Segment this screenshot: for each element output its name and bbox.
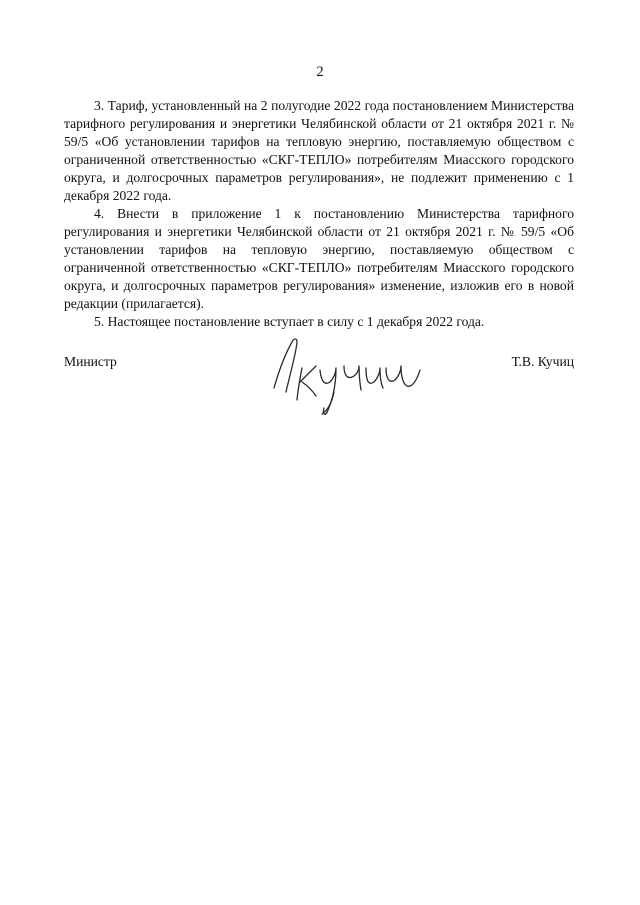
page-number: 2 [316, 64, 324, 80]
document-body [64, 97, 574, 331]
handwritten-signature [264, 330, 424, 420]
paragraph-3: 3. Тариф, установленный на 2 полугодие 2022 года постановлением Министерства тарифного регулирования и энергетики Челябинской области от 21 октября 2021 г. № 59/5 «Об установлении тарифов на тепловую энергию, поставляемую обществом с ограниченной ответственностью «СКГ-ТЕПЛО» потребителям Миасского городского округа, и долгосрочных параметров регулирования», не подлежит применению с 1 декабря 2022 года. [64, 98, 574, 203]
signer-position: Министр [64, 354, 117, 369]
paragraph-4: 4. Внести в приложение 1 к постановлению Министерства тарифного регулирования и энергетики Челябинской области от 21 октября 2021 г. № 59/5 «Об установлении тарифов на тепловую энергию, поставляемую обществом с ограниченной ответственностью «СКГ-ТЕПЛО» потребителям Миасского городского округа, и долгосрочных параметров регулирования» изменение, изложив его в новой редакции (прилагается). [64, 206, 574, 311]
signer-name: Т.В. Кучиц [511, 354, 574, 369]
signature-block [64, 354, 574, 424]
paragraph-5: 5. Настоящее постановление вступает в силу с 1 декабря 2022 года. [94, 314, 485, 329]
